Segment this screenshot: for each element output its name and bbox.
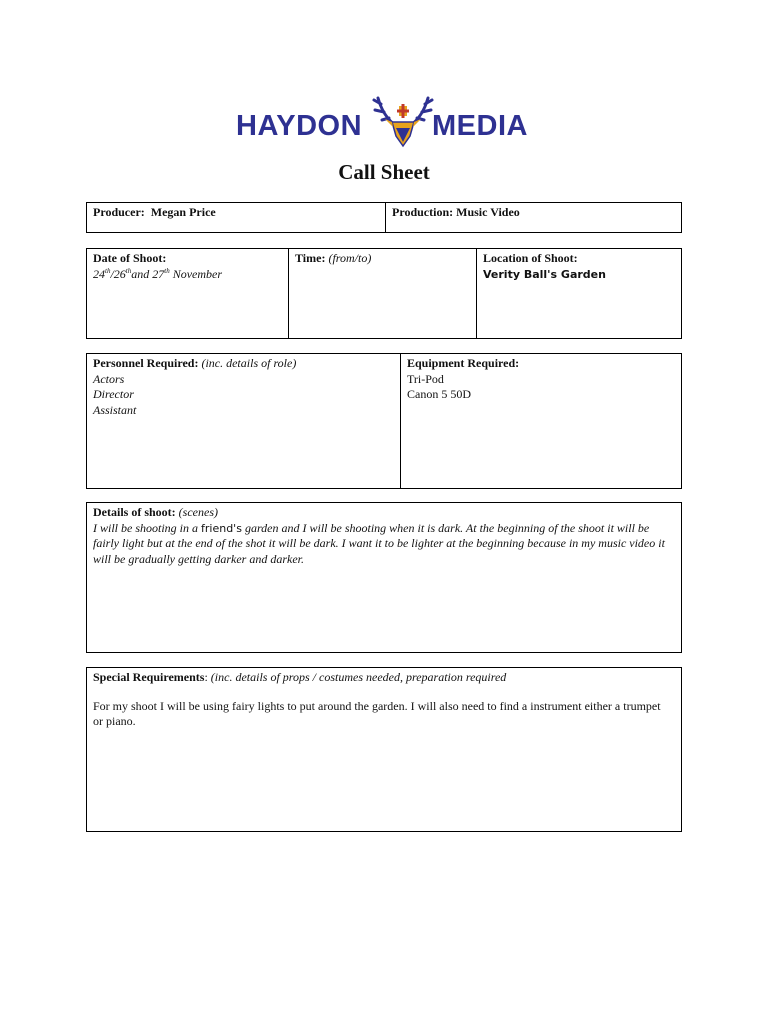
date-value: 24th/26thand 27th November	[93, 266, 223, 281]
date-cell	[87, 249, 288, 338]
production-label: Production:	[392, 205, 454, 219]
location-cell	[476, 249, 681, 338]
haydon-media-logo	[0, 92, 768, 148]
personnel-cell	[87, 354, 400, 488]
details-text: I will be shooting in a friend's garden and I will be shooting when it is dark. At the beginning of the shoot it will be fairly light but at the end of the shot it will be dark. I want it to be lighter at the beginning because in my music video it will be gradually getting darker and darker.	[93, 520, 665, 566]
special-text: For my shoot I will be using fairy lights to put around the garden. I will also need to find a instrument either a trumpet or piano.	[93, 698, 661, 728]
producer-production-row	[86, 202, 682, 233]
details-cell	[87, 503, 681, 652]
production-value: Music Video	[456, 205, 520, 219]
personnel-hint: (inc. details of role)	[201, 356, 297, 370]
logo-word-media: MEDIA	[432, 110, 528, 142]
requirements-row	[86, 353, 682, 489]
equipment-cell	[400, 354, 681, 488]
location-value: Verity Ball's Garden	[483, 267, 606, 281]
personnel-label: Personnel Required:	[93, 356, 199, 370]
location-label: Location of Shoot:	[483, 251, 578, 265]
logo-word-haydon: HAYDON	[236, 110, 363, 142]
time-cell	[288, 249, 476, 338]
time-hint: (from/to)	[328, 251, 372, 265]
personnel-item-actors: Actors	[93, 371, 125, 386]
shoot-info-row	[86, 248, 682, 339]
equipment-item-tripod: Tri-Pod	[407, 371, 444, 386]
date-label: Date of Shoot:	[93, 251, 167, 265]
producer-cell	[87, 203, 385, 232]
time-label: Time:	[295, 251, 326, 265]
details-of-shoot-box	[86, 502, 682, 653]
special-cell: Special Requirements: (inc. details of props / costumes needed, preparation required For my shoot I will be using fairy lights to put around the garden. I will also need to find a instrument either a trumpet or piano.	[87, 668, 681, 831]
page-title: Call Sheet	[338, 160, 430, 184]
production-cell	[385, 203, 681, 232]
personnel-item-assistant: Assistant	[93, 402, 137, 417]
stag-head-icon	[370, 92, 436, 148]
special-requirements-box	[86, 667, 682, 832]
equipment-label: Equipment Required:	[407, 356, 520, 370]
equipment-item-camera: Canon 5 50D	[407, 387, 471, 401]
producer-label: Producer:	[93, 205, 145, 219]
special-hint: (inc. details of props / costumes needed, preparation required	[210, 670, 507, 684]
producer-value: Megan Price	[150, 205, 216, 219]
personnel-item-director: Director	[93, 387, 134, 401]
special-label: Special Requirements	[93, 670, 205, 684]
details-label: Details of shoot:	[93, 505, 176, 519]
details-hint: (scenes)	[178, 505, 218, 519]
